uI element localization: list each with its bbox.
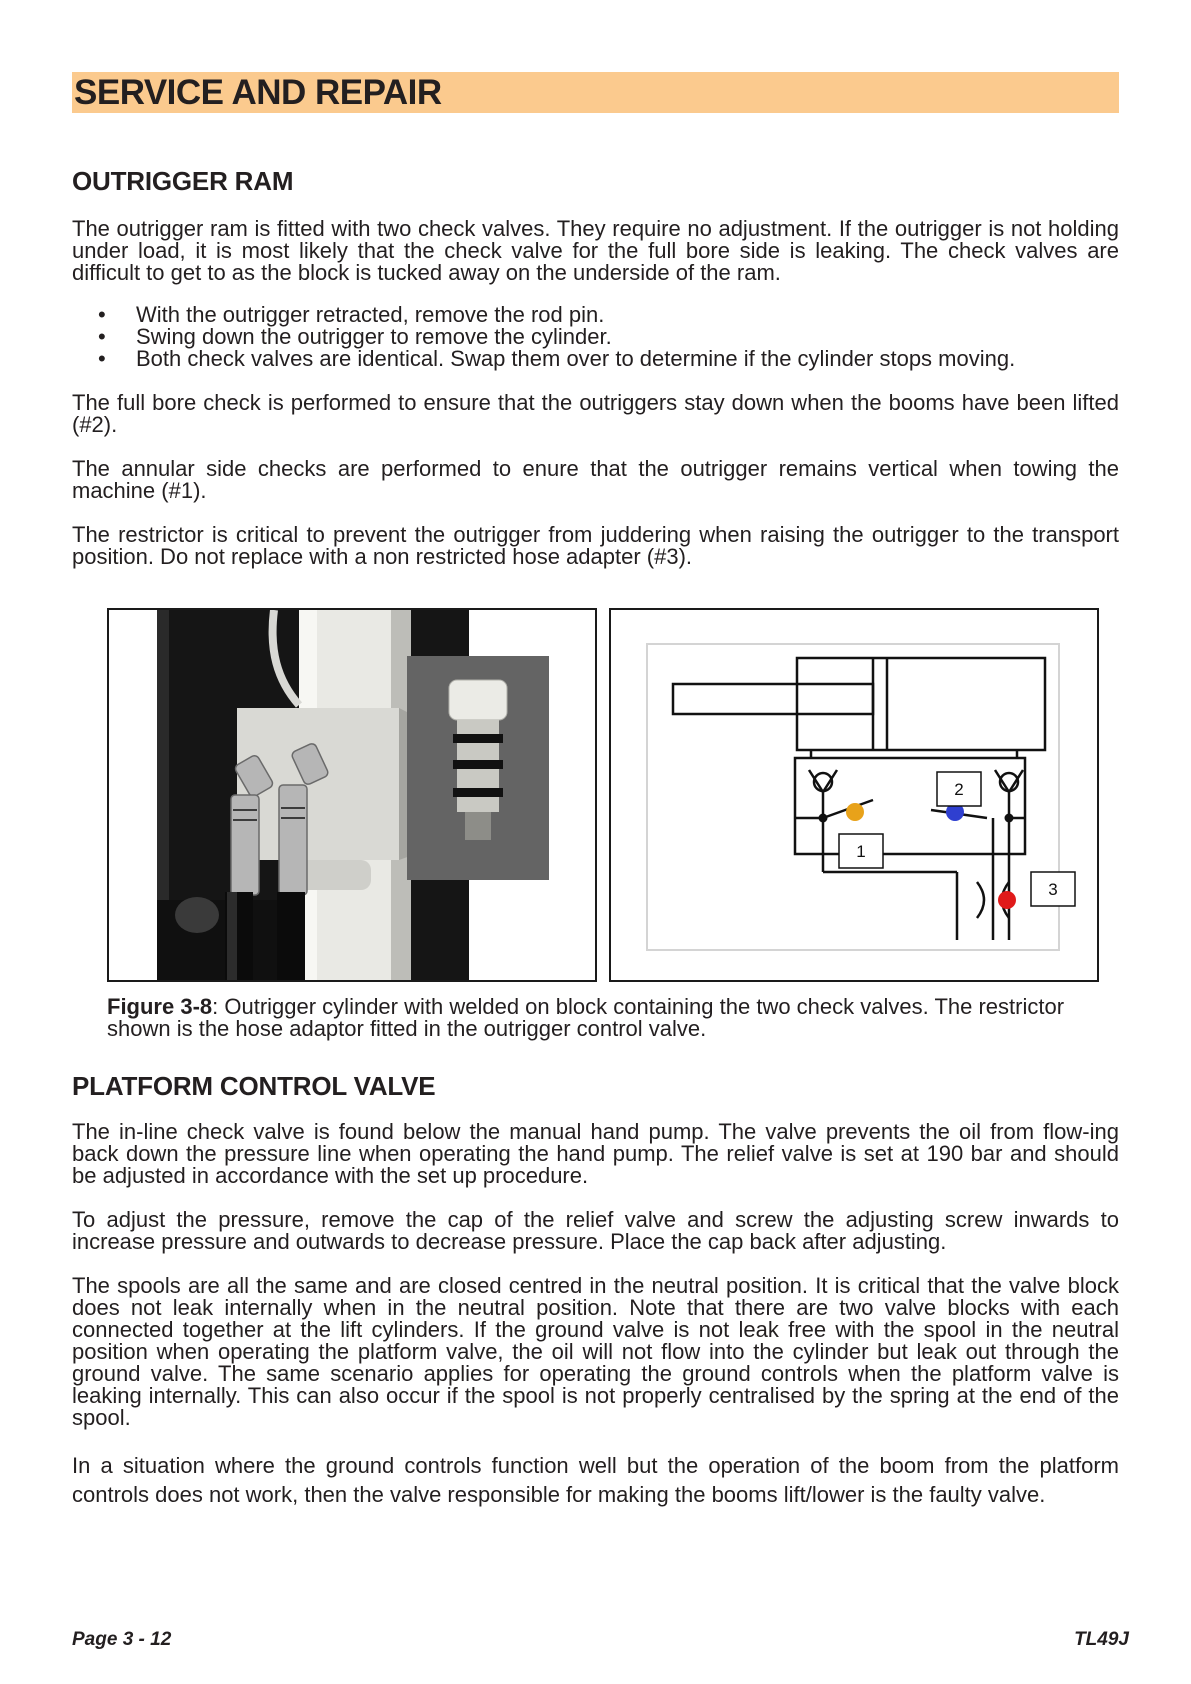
- hydraulic-schematic: [611, 610, 1097, 980]
- paragraph-restrictor: The restrictor is critical to prevent the outrigger from juddering when raising the outrigger to the transport position. Do not replace with a non restricted hose adapter (#3).: [72, 522, 1119, 569]
- callout-3-dot: [998, 891, 1016, 909]
- paragraph-full-bore: The full bore check is performed to ensure that the outriggers stay down when the booms have been lifted (#2).: [72, 390, 1119, 437]
- callout-1-dot: [846, 803, 864, 821]
- callout-2-label: 2: [954, 780, 964, 799]
- paragraph-check-valve: The in-line check valve is found below the manual hand pump. The valve prevents the oil from flow-ing back down the pressure line when operating the hand pump. The relief valve is set at 190 bar and should be adjusted in accordance with the set up procedure.: [72, 1119, 1119, 1188]
- paragraph-intro: The outrigger ram is fitted with two check valves. They require no adjustment. If the outrigger is not holding under load, it is most likely that the check valve for the full bore side is leaking. The check valves are difficult to get to as the block is tucked away on the underside of the ram.: [72, 216, 1119, 285]
- outrigger-photo: [109, 610, 595, 980]
- page-number: Page 3 - 12: [72, 1629, 172, 1650]
- bullet-icon: •: [98, 302, 106, 327]
- figure-photo-frame: [107, 608, 597, 982]
- paragraph-ground-controls: In a situation where the ground controls function well but the operation of the boom from the platform controls does not work, then the valve responsible for making the booms lift/lower is the faulty valve.: [72, 1453, 1119, 1507]
- paragraph-spools: The spools are all the same and are closed centred in the neutral position. It is critical that the valve block does not leak internally when in the neutral position. Note that there are two valve blocks with each connected together at the lift cylinders. If the ground valve is not leak free with the spool in the neutral position when operating the platform valve, the oil will not flow into the cylinder but leak out through the ground valve. The same scenario applies for operating the ground controls when the platform valve is leaking internally. This can also occur if the spool is not properly centralised by the spring at the end of the spool.: [72, 1273, 1119, 1430]
- figure-label: Figure 3-8: [107, 994, 213, 1019]
- figure-caption-text: : Outrigger cylinder with welded on block containing the two check valves. The restrictor shown is the hose adaptor fitted in the outrigger control valve.: [107, 994, 1065, 1041]
- page-title: SERVICE AND REPAIR: [74, 73, 442, 112]
- list-item: • Both check valves are identical. Swap them over to determine if the cylinder stops moving.: [98, 346, 1016, 371]
- callout-1-label: 1: [856, 842, 866, 861]
- section-banner: [72, 72, 1119, 113]
- bullet-list: [72, 304, 1119, 370]
- paragraph-adjust-pressure: To adjust the pressure, remove the cap of the relief valve and screw the adjusting screw inwards to increase pressure and outwards to decrease pressure. Place the cap back after adjusting.: [72, 1207, 1119, 1254]
- model-number: TL49J: [1074, 1629, 1129, 1650]
- callout-3-label: 3: [1048, 880, 1058, 899]
- list-item: • Swing down the outrigger to remove the cylinder.: [98, 324, 612, 349]
- figure-caption: [107, 996, 1067, 1040]
- paragraph-annular: The annular side checks are performed to enure that the outrigger remains vertical when towing the machine (#1).: [72, 456, 1119, 503]
- bullet-icon: •: [98, 324, 106, 349]
- list-item: • With the outrigger retracted, remove the rod pin.: [98, 302, 605, 327]
- section-heading-platform-control-valve: PLATFORM CONTROL VALVE: [72, 1071, 436, 1101]
- figure-schematic-frame: [609, 608, 1099, 982]
- section-heading-outrigger-ram: OUTRIGGER RAM: [72, 166, 294, 196]
- bullet-icon: •: [98, 346, 106, 371]
